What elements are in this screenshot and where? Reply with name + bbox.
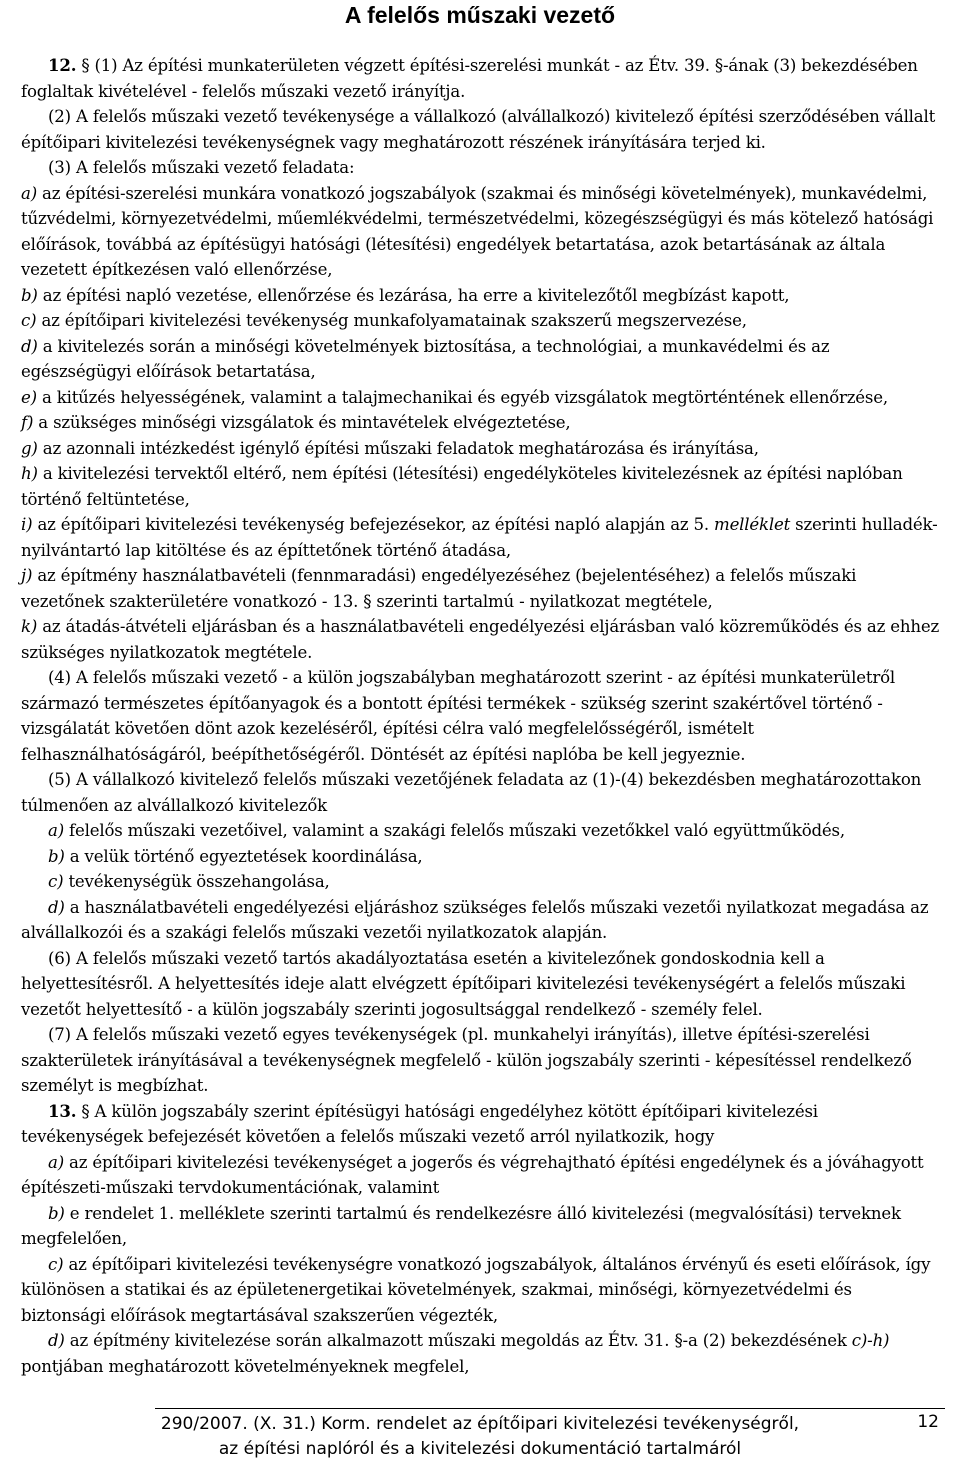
paragraph-12-1 — [21, 53, 939, 104]
list-item — [21, 308, 939, 334]
list-item-13-d — [21, 1328, 939, 1379]
item-text: felelős műszaki vezetőivel, valamint a szakági felelős műszaki vezetőkkel való együttműködés, — [69, 821, 845, 840]
list-item — [21, 334, 939, 385]
paragraph-12-7: (7) A felelős műszaki vezető egyes tevékenységek (pl. munkahelyi irányítás), illetve építési-szerelési szakterületek irányításával a tevékenységnek megfelelő - külön jogszabály szerinti - képesítéssel rendelkező személyt is megbízhat. — [21, 1025, 912, 1095]
item-text: az építőipari kivitelezési tevékenység munkafolyamatainak szakszerű megszervezése, — [41, 311, 747, 330]
item-label: j) — [21, 566, 33, 585]
section-number: 13. — [48, 1100, 77, 1121]
footer-line-1: 290/2007. (X. 31.) Korm. rendelet az építőipari kivitelezési tevékenységről, — [160, 1414, 800, 1434]
item-text: a kivitelezési tervektől eltérő, nem építési (létesítési) engedélyköteles kivitelezésnek az építési naplóban történő feltüntetése, — [21, 464, 903, 509]
item-label: i) — [21, 515, 33, 534]
paragraph-text: § A külön jogszabály szerint építésügyi hatósági engedélyhez kötött építőipari kivitelezési tevékenységek befejezését követően a felelős műszaki vezető arról nyilatkozik, hogy — [21, 1101, 818, 1146]
item-text: e rendelet 1. melléklete szerinti tartalmú és rendelkezésre álló kivitelezési (megvalósítási) terveknek megfelelően, — [21, 1203, 901, 1248]
item-text: az építmény kivitelezése során alkalmazott műszaki megoldás az Étv. 31. §-a (2) bekezdésének — [69, 1331, 847, 1350]
paragraph-13-intro — [21, 1099, 939, 1150]
page-footer — [21, 1412, 939, 1462]
paragraph-12-5: (5) A vállalkozó kivitelező felelős műszaki vezetőjének feladata az (1)-(4) bekezdésben meghatározottakon túlmenően az alvállalkozó kivitelezők — [21, 770, 922, 815]
item-label: b) — [21, 285, 38, 305]
list-item — [21, 869, 939, 895]
list-12-3b — [21, 563, 939, 665]
item-text: az azonnali intézkedést igénylő építési műszaki feladatok meghatározása és irányítása, — [42, 438, 759, 458]
item-label: k) — [21, 617, 38, 636]
item-label: c) — [21, 311, 37, 330]
paragraph-12-3: (3) A felelős műszaki vezető feladata: — [48, 158, 355, 177]
list-item — [21, 461, 939, 512]
document-body — [21, 53, 939, 1379]
item-text: az átadás-átvételi eljárásban és a használatbavételi engedélyezési eljárásban való közreműködés és az ehhez szükséges nyilatkozatok megtétele. — [21, 617, 939, 662]
item-text: a használatbavételi engedélyezési eljáráshoz szükséges felelős műszaki vezetői nyilatkozat megadása az alvállalkozói és a szakági felelős műszaki vezetői nyilatkozatok alapján. — [21, 897, 929, 942]
item-label: h) — [21, 464, 38, 483]
list-12-5 — [21, 818, 939, 946]
item-text: az építőipari kivitelezési tevékenységre vonatkozó jogszabályok, általános érvényű és eseti előírások, így különösen a statikai és az épületenergetikai követelmények, szakmai, minőségi, környezetvédelmi és biztonsági előírások megtartásával szakszerűen végezték, — [21, 1254, 931, 1325]
item-label: b) — [48, 846, 65, 866]
section-number: 12. — [48, 55, 77, 75]
list-item — [21, 410, 939, 436]
list-item — [21, 181, 939, 283]
item-label: f) — [21, 413, 34, 432]
item-label: e) — [21, 387, 37, 407]
page-number: 12 — [917, 1412, 939, 1432]
item-label: g) — [21, 438, 38, 458]
item-label: c) — [48, 1254, 64, 1274]
item-text: a kitűzés helyességének, valamint a talajmechanikai és egyéb vizsgálatok megtörténtének ellenőrzése, — [41, 387, 888, 407]
paragraph-12-4: (4) A felelős műszaki vezető - a külön jogszabályban meghatározott szerint - az építési munkaterületről származó természetes építőanyagok és a bontott építési termékek - szükség szerint szakértővel történő - vizsgálatát követően dönt azok kezeléséről, építési célra való megfelelősségéről, ismételt felhasználhatóságáról, beépíthetőségéről. Döntését az építési naplóba be kell jegyeznie. — [21, 668, 895, 764]
item-label: a) — [48, 1152, 64, 1172]
list-12-3 — [21, 181, 939, 513]
item-text: tevékenységük összehangolása, — [68, 872, 330, 891]
list-item — [21, 436, 939, 462]
list-item — [21, 614, 939, 665]
list-item — [21, 1201, 939, 1252]
list-item — [21, 1150, 939, 1201]
item-text: az építési napló vezetése, ellenőrzése és lezárása, ha erre a kivitelezőtől megbízást kapott, — [42, 285, 790, 305]
paragraph-12-2: (2) A felelős műszaki vezető tevékenysége a vállalkozó (alvállalkozó) kivitelező építési szerződésében vállalt építőipari kivitelezési tevékenységnek vagy meghatározott részének irányítására terjed ki. — [21, 107, 936, 152]
list-item — [21, 895, 939, 946]
list-item — [21, 818, 939, 844]
item-text: az építmény használatbavételi (fennmaradási) engedélyezéséhez (bejelentéséhez) a felelős műszaki vezetőnek szakterületére vonatkozó - 13. § szerinti tartalmú - nyilatkozat megtétele, — [21, 566, 857, 611]
item-italic-term: melléklet — [714, 515, 791, 534]
footer-divider — [155, 1408, 945, 1409]
list-item-i — [21, 512, 939, 563]
item-text: a kivitelezés során a minőségi követelmények biztosítása, a technológiai, a munkavédelmi és az egészségügyi előírások betartatása, — [21, 336, 830, 381]
list-item — [21, 385, 939, 411]
item-text: az építőipari kivitelezési tevékenység befejezésekor, az építési napló alapján az 5. — [37, 515, 709, 534]
item-label: b) — [48, 1203, 65, 1223]
item-label: d) — [21, 336, 38, 356]
item-label: d) — [48, 897, 65, 917]
footer-line-2: az építési naplóról és a kivitelezési dokumentáció tartalmáról — [218, 1439, 742, 1459]
item-label: c) — [48, 872, 64, 891]
item-text: szerinti hulladék-nyilvántartó lap kitöltése és az építtetőnek történő átadása, — [21, 515, 938, 560]
item-label: d) — [48, 1331, 65, 1350]
item-italic-term: c)-h) — [851, 1331, 890, 1350]
list-item — [21, 844, 939, 870]
list-item — [21, 1252, 939, 1329]
list-item — [21, 563, 939, 614]
item-label: a) — [21, 183, 37, 203]
item-text: az építőipari kivitelezési tevékenységet a jogerős és végrehajtható építési engedélynek és a jóváhagyott építészeti-műszaki tervdokumentációnak, valamint — [21, 1152, 924, 1197]
item-label: a) — [48, 821, 64, 840]
list-item — [21, 283, 939, 309]
page-title: A felelős műszaki vezető — [344, 2, 616, 28]
paragraph-text: § (1) Az építési munkaterületen végzett építési-szerelési munkát - az Étv. 39. §-ának (3) bekezdésében foglaltak kivételével - felelős műszaki vezető irányítja. — [21, 56, 918, 101]
item-text: a velük történő egyeztetések koordinálása, — [69, 846, 423, 866]
item-text: a szükséges minőségi vizsgálatok és mintavételek elvégeztetése, — [38, 413, 571, 432]
paragraph-12-6: (6) A felelős műszaki vezető tartós akadályoztatása esetén a kivitelezőnek gondoskodnia kell a helyettesítésről. A helyettesítés ideje alatt elvégzett építőipari kivitelezési tevékenységért a felelős műszaki vezetőt helyettesítő - a külön jogszabály szerinti jogosultsággal rendelkező - személy felel. — [21, 948, 906, 1019]
list-13 — [21, 1150, 939, 1329]
item-text: az építési-szerelési munkára vonatkozó jogszabályok (szakmai és minőségi követelmények), munkavédelmi, tűzvédelmi, környezetvédelmi, műemlékvédelmi, természetvédelmi, közegészségügyi és más kötelező hatósági előírások, továbbá az építésügyi hatósági (létesítési) engedélyek betartatása, azok betartásának az általa vezetett építkezésen való ellenőrzése, — [21, 183, 934, 279]
item-text: pontjában meghatározott követelményeknek megfelel, — [21, 1356, 470, 1376]
